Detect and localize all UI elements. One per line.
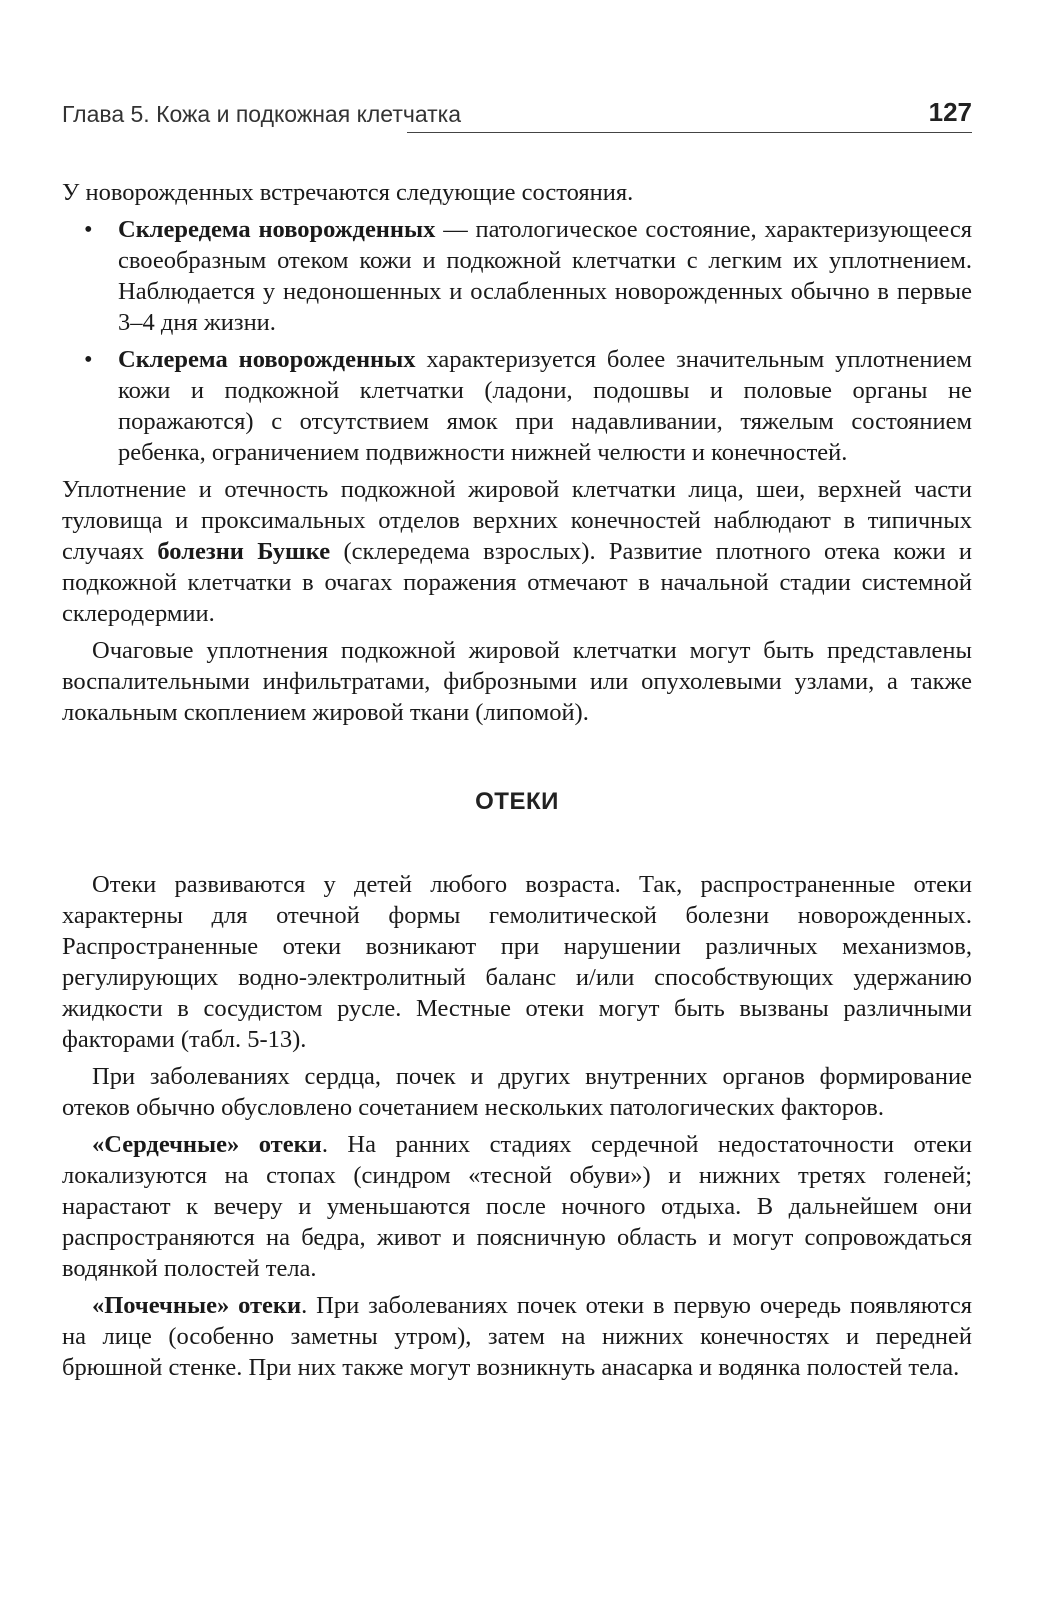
- list-item: [62, 344, 972, 468]
- term-cardiac: «Сердечные» отеки: [92, 1131, 322, 1158]
- list-item: [62, 214, 972, 338]
- intro-paragraph: У новорожденных встречаются следующие состояния.: [62, 179, 634, 206]
- organs-paragraph: При заболеваниях сердца, почек и других внутренних органов формирование отеков обычно обусловлено сочетанием нескольких патологических факторов.: [62, 1063, 972, 1121]
- renal-paragraph: [62, 1290, 972, 1383]
- chapter-title: Глава 5. Кожа и подкожная клетчатка: [62, 101, 462, 127]
- running-header: [62, 88, 972, 128]
- bullet-icon: •: [84, 346, 93, 373]
- definition-scleredema: — патологическое состояние, характеризующееся своеобразным отеком кожи и подкожной клетчатки с легким их уплотнением. Наблюдается у недоношенных и ослабленных новорожденных обычно в первые 3–4 дня жизни.: [118, 216, 972, 336]
- page-body: [62, 177, 972, 1383]
- bushke-text-after: (склередема взрослых). Развитие плотного отека кожи и подкожной клетчатки в очагах поражения отмечают в начальной стадии системной склеродермии.: [62, 538, 972, 627]
- bushke-paragraph: [62, 474, 972, 629]
- focal-paragraph: Очаговые уплотнения подкожной жировой клетчатки могут быть представлены воспалительными инфильтратами, фиброзными или опухолевыми узлами, а также локальным скоплением жировой ткани (липомой).: [62, 637, 972, 726]
- term-bushke: болезни Бушке: [157, 538, 331, 565]
- renal-text: . При заболеваниях почек отеки в первую очередь появляются на лице (особенно заметны утром), затем на нижних конечностях и передней брюшной стенке. При них также могут возникнуть анасарка и водянка полостей тела.: [62, 1292, 972, 1381]
- definition-sclerema: характеризуется более значительным уплотнением кожи и подкожной клетчатки (ладони, подошвы и половые органы не поражаются) с отсутствием ямок при надавливании, тяжелым состоянием ребенка, ограничением подвижности нижней челюсти и конечностей.: [118, 346, 972, 466]
- page-number: 127: [928, 97, 972, 127]
- conditions-list: [62, 214, 972, 468]
- bushke-text-before: Уплотнение и отечность подкожной жировой клетчатки лица, шеи, верхней части туловища и проксимальных отделов верхних конечностей наблюдают в типичных случаях: [62, 476, 972, 565]
- section-heading: ОТЕКИ: [475, 788, 559, 815]
- cardiac-text: . На ранних стадиях сердечной недостаточности отеки локализуются на стопах (синдром «тесной обуви») и нижних третях голеней; нарастают к вечеру и уменьшаются после ночного отдыха. В дальнейшем они распространяются на бедра, живот и поясничную область и могут сопровождаться водянкой полостей тела.: [62, 1131, 972, 1282]
- edema-paragraph: Отеки развиваются у детей любого возраста. Так, распространенные отеки характерны для отечной формы гемолитической болезни новорожденных. Распространенные отеки возникают при нарушении различных механизмов, регулирующих водно-электролитный баланс и/или способствующих удержанию жидкости в сосудистом русле. Местные отеки могут быть вызваны различными факторами (табл. 5-13).: [62, 871, 972, 1053]
- cardiac-paragraph: [62, 1129, 972, 1284]
- term-sclerema: Склерема новорожденных: [118, 346, 416, 373]
- header-rule: [407, 132, 972, 133]
- term-scleredema: Склередема новорожденных: [118, 216, 436, 243]
- bullet-icon: •: [84, 216, 93, 243]
- term-renal: «Почечные» отеки: [92, 1292, 302, 1319]
- book-page: [62, 88, 972, 1389]
